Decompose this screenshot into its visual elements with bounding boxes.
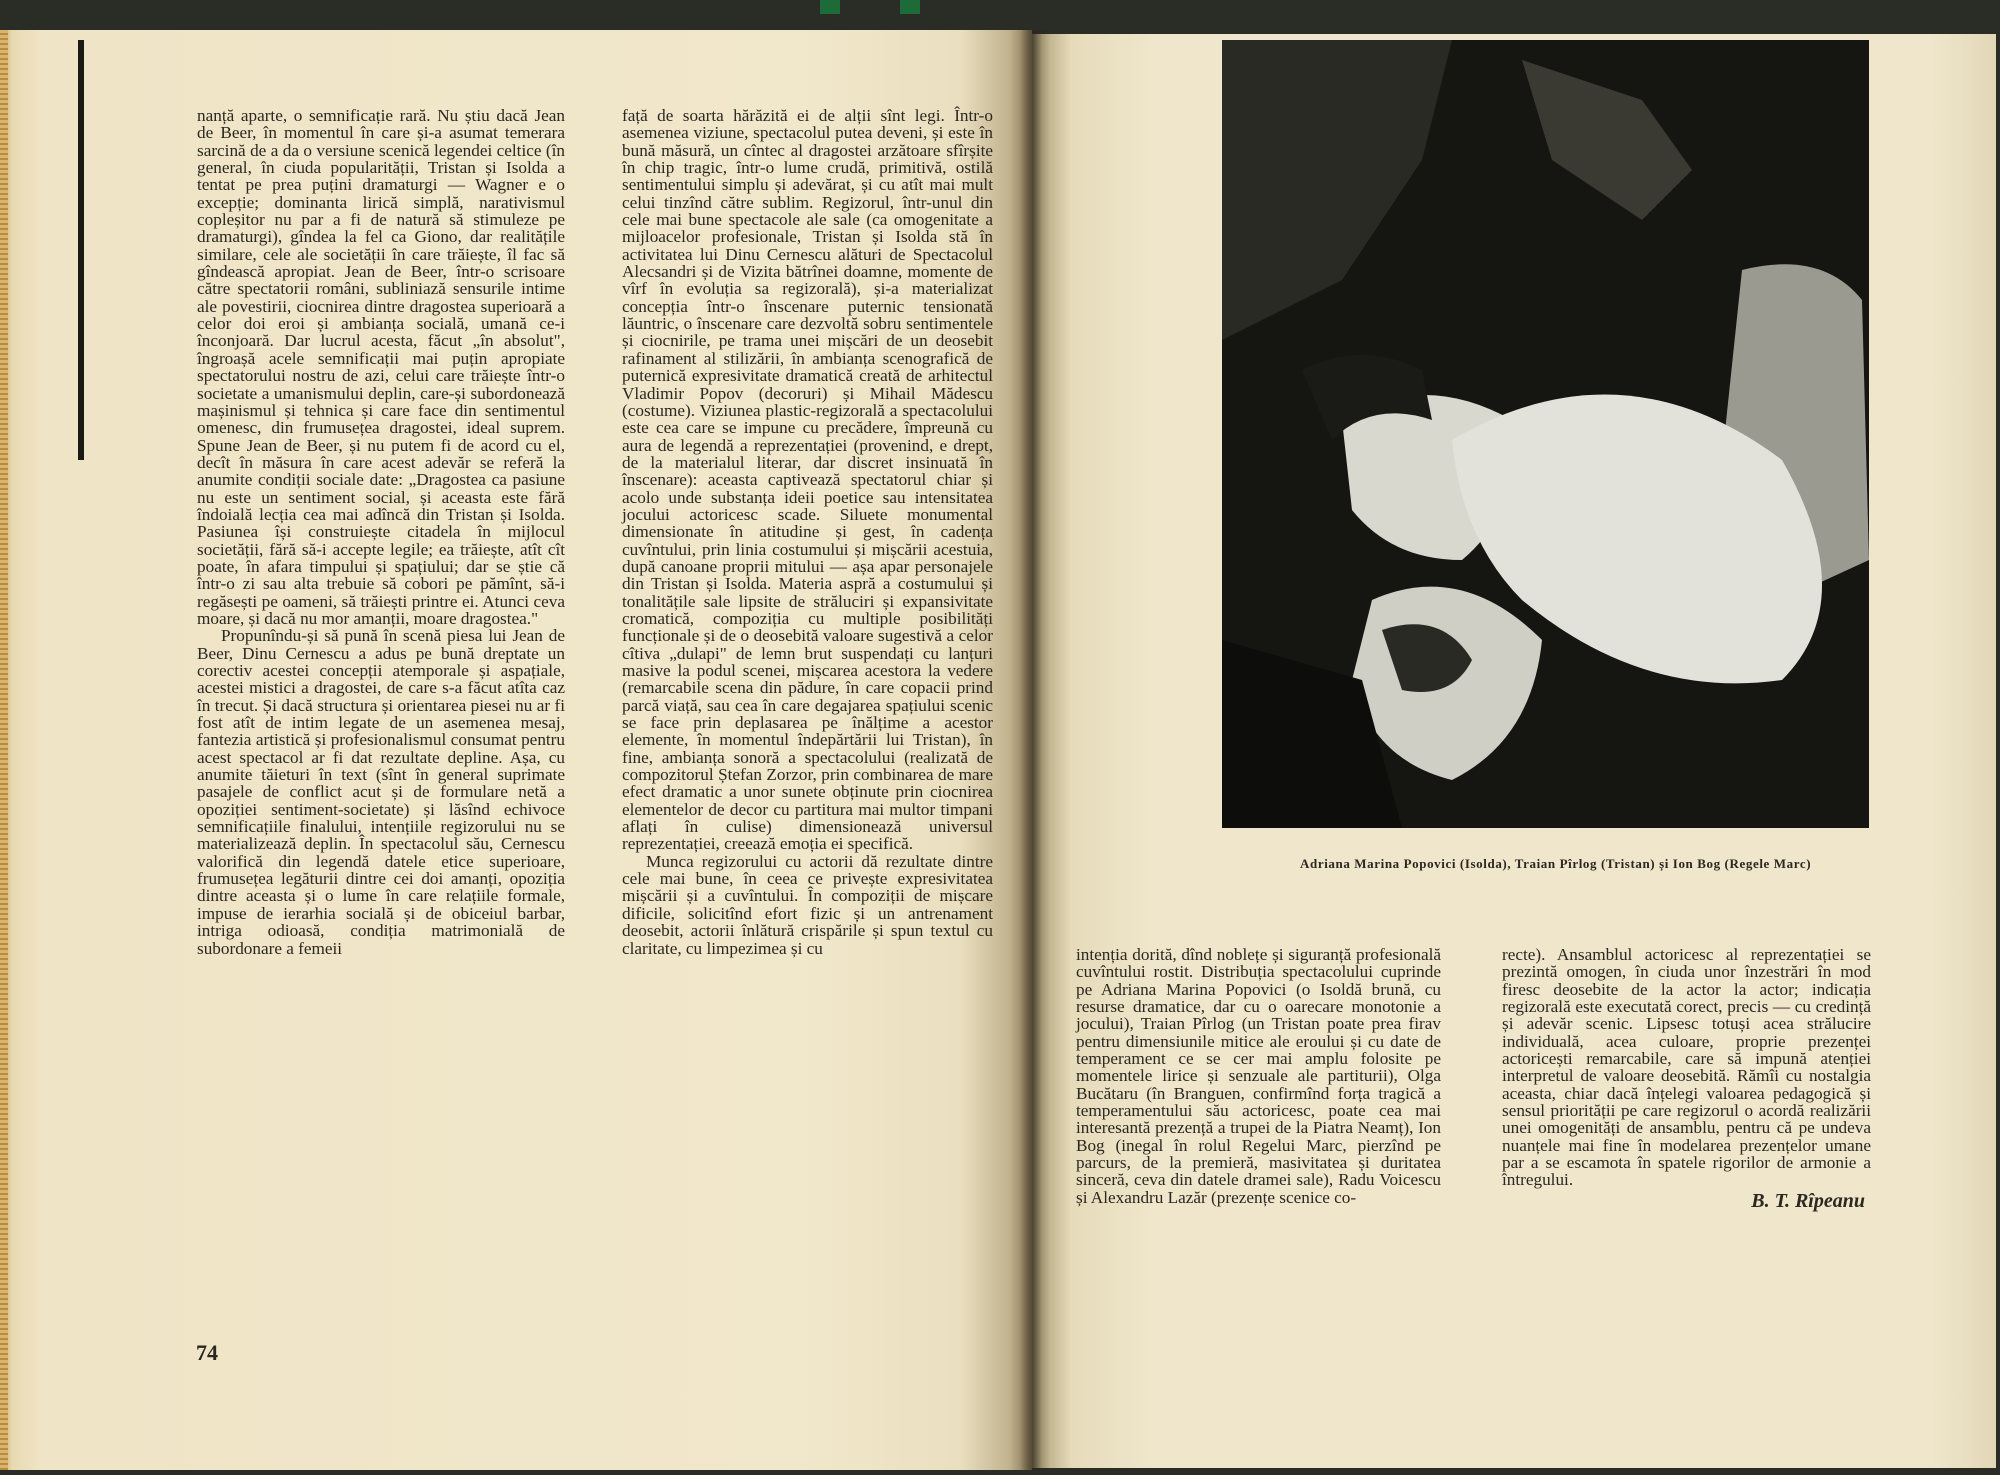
- book-spine: [1010, 30, 1050, 1470]
- book-tab-left: [820, 0, 840, 14]
- page-margin-mark: [78, 40, 84, 460]
- article-column-3: [1076, 946, 1441, 1206]
- page-number: 74: [196, 1340, 218, 1365]
- paragraph: recte). Ansamblul actoricesc al reprezentației se prezintă omogen, în ciuda unor înzestrări în mod firesc deosebite de la actor la actor; indicația regizorală este executată corect, precis — cu credință și adevăr scenic. Lipsesc totuși acea strălucire individuală, acea culoare, proprie prezenței actoricești remarcabile, care să impună atenției interpretul de valoare deosebită. Rămîi cu nostalgia aceasta, chiar dacă înțelegi valoarea pedagogică și sensul priorității pe care regizorul o acordă realizării unei omogenități de ansamblu, pentru că pe undeva nuanțele mai fine în modelarea prezențelor umane par a se escamota în spatele rigorilor de armonie a întregului.: [1502, 945, 1871, 1190]
- article-column-4: [1502, 946, 1871, 1210]
- article-column-1: [197, 107, 565, 957]
- paragraph: nanță aparte, o semnificație rară. Nu știu dacă Jean de Beer, în momentul în care și-a asumat temerara sarcină de a da o versiune scenică legendei celtice (în general, în ciuda popularității, Tristan și Isolda a tentat pe prea puțini dramaturgi — Wagner e o excepție; dominanta lirică simplă, narativismul copleșitor nu par a fi de natură să stimuleze pe dramaturgi), gîndea la fel ca Giono, dar realitățile similare, cele ale societății în care trăiește, îl fac să gîndească apropiat. Jean de Beer, într-o scrisoare către spectatorii români, subliniază sensurile intime ale povestirii, ciocnirea dintre dragostea superioară a celor doi eroi și ambianța socială, umană ce-i înconjoară. Dar lucrul acesta, făcut „în absolut", îngroașă acele semnificații mai puțin apropiate spectatorului nostru de azi, celui care trăiește într-o societate a umanismului deplin, care-și subordonează mașinismul și tehnica și care face din sentimentul omenesc, din frumusețea dragostei, ideal suprem. Spune Jean de Beer, și nu putem fi de acord cu el, decît în măsura în care acest adevăr se referă la anumite condiții sociale date: „Dragostea ca pasiune nu este un sentiment social, și aceasta este fără îndoială lecția cea mai adîncă din Tristan și Isolda. Pasiunea își construiește citadela în mijlocul societății, fără să-i accepte legile; ea trăiește, atît cît poate, în afara timpului și spațiului; dar se știe că într-o zi sau alta trebuie să cobori pe pămînt, să-i regăsești pe oameni, să trăiești printre ei. Atunci ceva moare, și dacă nu mor amanții, moare dragostea.": [197, 106, 565, 628]
- paragraph: intenția dorită, dînd noblețe și siguranță profesională cuvîntului rostit. Distribuția spectacolului cuprinde pe Adriana Marina Popovici (o Isoldă brună, cu resurse dramatice, dar cu o oarecare monotonie a jocului), Traian Pîrlog (un Tristan poate prea firav pentru dimensiunile mitice ale eroului și cu date de temperament ce se cer mai amplu folosite pe momentele lirice și senzuale ale partiturii), Olga Bucătaru (în Branguen, confirmînd forța tragică a temperamentului său actoricesc, poate cea mai interesantă prezență a trupei de la Piatra Neamț), Ion Bog (inegal în rolul Regelui Marc, pierzînd pe parcurs, de la premieră, masivitatea și duritatea sinceră, ceva din datele dramei sale), Radu Voicescu și Alexandru Lazăr (prezențe scenice co-: [1076, 945, 1441, 1207]
- stage-photo: [1222, 40, 1869, 828]
- photo-caption: Adriana Marina Popovici (Isolda), Traian Pîrlog (Tristan) și Ion Bog (Regele Marc): [1300, 856, 1812, 871]
- article-column-2: [622, 107, 993, 957]
- book-tab-right: [900, 0, 920, 14]
- author-signature: B. T. Rîpeanu: [1751, 1189, 1865, 1212]
- paragraph: Propunîndu-și să pună în scenă piesa lui Jean de Beer, Dinu Cernescu a adus pe bună dreptate un corectiv acestei concepții atemporale și aspațiale, acestei mistici a dragostei, de care s-a făcut atîta caz în trecut. Și dacă structura și orientarea piesei nu ar fi fost atît de intim legate de un asemenea mesaj, fantezia artistică și profesionalismul consumat pentru acest spectacol ar fi dat rezultate depline. Așa, cu anumite tăieturi în text (sînt în general suprimate pasajele de conflict acut și de formulare netă a opoziției sentiment-societate) și lăsînd echivoce semnificațiile finalului, intențiile regizorului nu se materializează deplin. În spectacolul său, Cernescu valorifică din legendă datele etice superioare, frumusețea legăturii dintre cei doi amanți, opoziția dintre aceasta și o lume în care relațiile formale, impuse de ierarhia socială și de obiceiul barbar, intriga odioasă, condiția matrimonială de subordonare a femeii: [197, 626, 565, 958]
- paragraph: față de soarta hărăzită ei de alții sînt legi. Într-o asemenea viziune, spectacolul putea deveni, și este în bună măsură, un cîntec al dragostei arzătoare sfîrșite în chip tragic, într-o lume crudă, primitivă, ostilă sentimentului simplu și adevărat, și cu atît mai mult celui tinzînd către sublim. Regizorul, într-unul din cele mai bune spectacole ale sale (ca omogenitate a mijloacelor profesionale, Tristan și Isolda stă în activitatea lui Dinu Cernescu alături de Spectacolul Alecsandri și de Vizita bătrînei doamne, momente de vîrf în evoluția sa regizorală), și-a materializat concepția într-o înscenare puternic tensionată lăuntric, o înscenare care dezvoltă sobru sentimentele și ciocnirile, pe trama unei mișcări de un deosebit rafinament al stilizării, în ambianța scenografică de puternică expresivitate dramatică creată de arhitectul Vladimir Popov (decoruri) și Mihail Mădescu (costume). Viziunea plastic-regizorală a spectacolului este cea care se impune cu precădere, împreună cu aura de legendă a reprezentației (provenind, e drept, de la materialul literar, dar discret insinuată în înscenare): aceasta captivează spectatorul chiar și acolo unde substanța ideii poetice sau intensitatea jocului actoricesc scade. Siluete monumental dimensionate în atitudine și gest, în cadența cuvîntului, prin linia costumului și mișcării acestuia, după canoane proprii mitului — așa apar personajele din Tristan și Isolda. Materia aspră a costumului și tonalitățile sale lipsite de străluciri și expansivitate cromatică, compoziția cu multiple posibilități funcționale și de o deosebită valoare sugestivă a celor cîtiva „dulapi" de lemn brut suspendați cu lanțuri masive la podul scenei, mișcarea acestora la vedere (remarcabile scena din pădure, în care copacii prind parcă viață, sau cea în care degajarea spațiului scenic se face prin deplasarea pe înălțime a acestor elemente, în momentul îndepărtării lui Tristan), în fine, ambianța sonoră a spectacolului (realizată de compozitorul Ștefan Zorzor, prin combinarea de mare efect dramatic a unor sunete obținute prin ciocnirea elementelor de decor cu partitura mai multor timpani aflați în culise) dimensionează universul reprezentației, creează emoția ei specifică.: [622, 106, 993, 854]
- paragraph: Munca regizorului cu actorii dă rezultate dintre cele mai bune, în ceea ce privește expresivitatea mișcării și a cuvîntului. În compoziții de mișcare dificile, solicitînd efort fizic și un antrenament deosebit, actorii înlătură crispările și spun textul cu claritate, cu limpezimea și cu: [622, 851, 993, 958]
- page-edge: [0, 30, 8, 1470]
